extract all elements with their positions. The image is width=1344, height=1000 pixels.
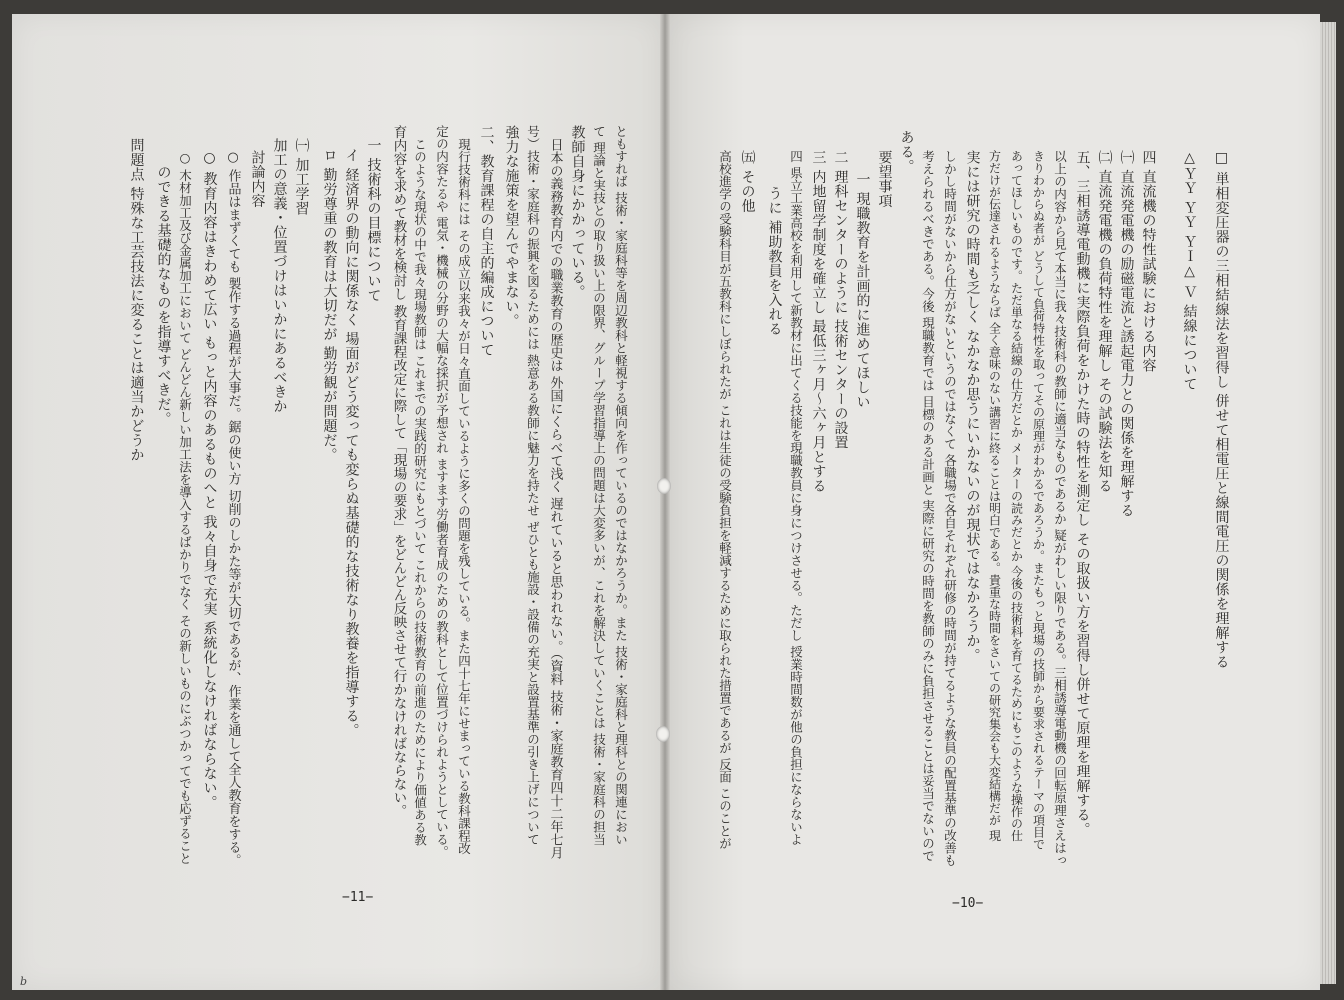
- text-line: ともすれば 技術・家庭科等を周辺教科と軽視する傾向を作っているのではなかろうか。また 技術・家庭科と理科との関連におい: [613, 125, 629, 846]
- text-line: 四 県立工業高校を利用して新教材に出てくる技能を現職教員に身につけさせる。ただし 授業時間数が他の負担にならないよ: [788, 150, 804, 846]
- text-line: 定の内容たるや 電気・機械の分野の大幅な採択が予想され ますます労働者育成のための教科として位置づけられようとしている。: [434, 125, 450, 858]
- text-line: 討論内容: [249, 150, 266, 208]
- section-heading: ㈠ 加工学習: [293, 138, 310, 216]
- text-line: ある。: [898, 130, 915, 174]
- text-line: きりわからぬ者が どうして負荷特性を取ってその原理がわかるであろうか。またもっと現場の技師から要求されるテーマの項目で: [1031, 150, 1046, 850]
- text-line: のできる基礎的なものを指導すべきだ。: [155, 165, 172, 426]
- text-line: 五、三相誘導電動機に実際負荷をかけた時の特性を測定し その取扱い方を習得し併せて原理を理解する。: [1074, 150, 1091, 837]
- section-heading: 二、教育課程の自主的編成について: [478, 125, 495, 357]
- binding-hole-upper: [657, 478, 671, 494]
- page-number: −10−: [952, 896, 984, 911]
- text-line: ロ 勤労尊重の教育は大切だが 勤労観が問題だ。: [321, 148, 338, 463]
- binding-hole-lower: [656, 726, 670, 742]
- text-line: □ 単相変圧器の三相結線法を習得し 併せて相電圧と線間電圧の関係を理解する: [1213, 150, 1230, 670]
- text-line: 三 内地留学制度を確立し 最低三ヶ月〜六ヶ月とする: [810, 150, 827, 494]
- text-line: あってほしいものです。ただ単なる結線の仕方だとか メーターの読みだとか 今後の技術科を育てるためにもこのような操作の仕: [1009, 150, 1024, 842]
- text-line: 問題点 特殊な工芸技法に変ることは適当かどうか: [128, 138, 145, 462]
- text-line: ○ 木材加工及び金属加工において どんどん新しい加工法を導入するばかりでなく その新しいものにぶつかってでも応ずること: [177, 150, 193, 865]
- binding-gutter: [660, 14, 670, 990]
- text-line: 現行技術科には その成立以来我々が日々直面しているように多くの問題を残している。また四十七年にせまっている教科課程改: [456, 138, 472, 855]
- text-line: イ 経済界の動向に関係なく 場面がどう変っても変らぬ基礎的な技術なり教養を指導する。: [343, 148, 360, 738]
- text-line: ㈡ 直流発電機の負荷特性を理解し その試験法を知る: [1096, 150, 1113, 494]
- text-line: このような現状の中で我々現場教師は これまでの実践的研究にもとづいて これからの技術教育の前進のためにより価値ある教: [412, 138, 428, 846]
- page-edge-stack: [1320, 22, 1336, 984]
- text-line: て 理論と実技との取り扱い上の限界、グループ学習指導上の問題は大変多いが、これを解決していくことは 技術・家庭科の担当: [591, 125, 607, 846]
- section-heading: 要望事項: [876, 150, 893, 208]
- text-line: 二 理科センターのように 技術センターの設置: [832, 150, 849, 450]
- text-line: うに 補助教員を入れる: [766, 186, 783, 336]
- text-line: 高校進学の受験科目が五教科にしぼられたが これは生徒の受験負担を軽減するために取られた措置であるが 反面 このことが: [717, 150, 733, 850]
- text-line: ㈠ 直流発電機の励磁電流と誘起電力との関係を理解する: [1118, 150, 1135, 518]
- page-number: −11−: [342, 890, 374, 905]
- text-line: 方だけが伝達されるようならば 全く意味のない講習に終ることは明白である。貴重な時間をさいての研究集会も大変結構だが 現: [987, 150, 1002, 842]
- text-line: 号）技術・家庭科の振興を図るためには 熱意ある教師に魅力を持たせ ぜひとも施設・設備の充実と設置基準の引き上げについて: [525, 125, 541, 846]
- text-line: 四 直流機の特性試験における内容: [1140, 150, 1157, 373]
- text-line: 一 現職教育を計画的に進めてほしい: [854, 172, 871, 409]
- text-line: 実には研究の時間も乏しく なかなか思うにいかないのが現状ではなかろうか。: [964, 150, 981, 663]
- text-line: ○ 教育内容はきわめて広い もっと内容のあるものへと 我々自身で充実 系統化しなければならない。: [201, 150, 218, 810]
- corner-mark: b: [20, 975, 28, 988]
- text-line: 考えられるべきである。今後 現職教育では 目標のある計画と 実際に研究の時間を教師のみに負担させることは妥当でないので: [920, 150, 936, 862]
- text-line: 加工の意義・位置づけはいかにあるべきか: [271, 138, 288, 414]
- text-line: 強力な施策を望んでやまない。: [503, 125, 520, 328]
- text-line: 育内容を求めて教材を検討し 教育課程改定に際して「現場の要求」をどんどん反映させて行かなければならない。: [390, 125, 407, 818]
- section-heading: ㈤ その他: [739, 150, 756, 213]
- text-line: △ＹＹ ＹＹ ＹＩ△ Ｖ 結線について: [1181, 150, 1198, 392]
- text-line: 以上の内容から見て本当に我々技術科の教師に適当なものであるか 疑がわしい限りである。三相誘導電動機の回転原理さえはっ: [1052, 150, 1068, 867]
- text-line: 教師自身にかかっている。: [569, 125, 586, 299]
- text-line: しかし時間がないから仕方がないというのではなくて 各職場で各自それぞれ研修の時間が持てるような教員の配置基準の改善も: [942, 150, 958, 867]
- section-heading: 一 技術科の目標について: [365, 138, 382, 303]
- text-line: ○ 作品はまずくても 製作する過程が大事だ。鋸の使い方 切削のしかた等が大切であるが、作業を通して全人教育をする。: [225, 150, 241, 867]
- text-line: 日本の義務教育内での職業教育の歴史は 外国にくらべて浅く 遅れていると思われない。（資料 技術・家庭教育四十二年七月: [547, 138, 563, 859]
